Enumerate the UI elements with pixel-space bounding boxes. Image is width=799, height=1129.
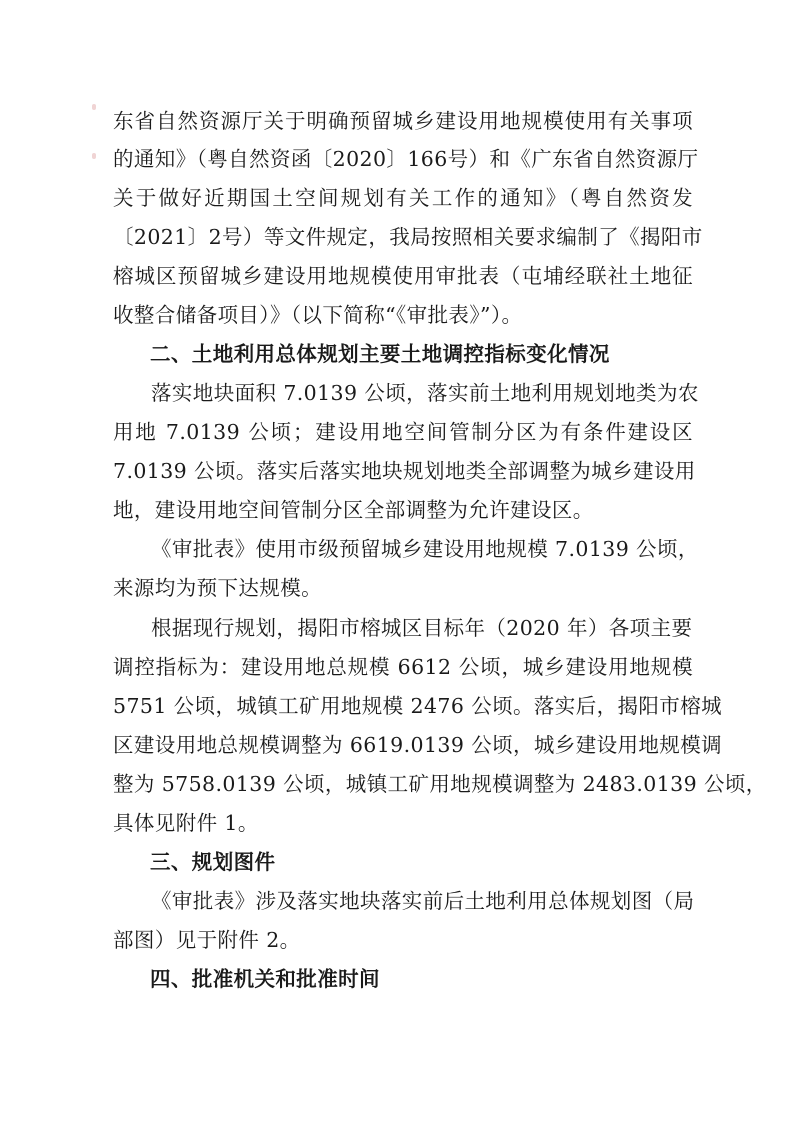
paragraph-line: 5751 公顷，城镇工矿用地规模 2476 公顷。落实后，揭阳市榕城	[113, 694, 722, 718]
paragraph-line: 根据现行规划，揭阳市榕城区目标年（2020 年）各项主要	[151, 616, 693, 640]
paragraph-line: 《审批表》涉及落实地块落实前后土地利用总体规划图（局	[151, 889, 695, 913]
paragraph-line: 关于做好近期国土空间规划有关工作的通知》（粤自然资发	[113, 186, 693, 210]
paragraph-line: 〔2021〕2号）等文件规定，我局按照相关要求编制了《揭阳市	[113, 225, 703, 249]
section-heading-3: 三、规划图件	[150, 850, 276, 874]
paragraph-line: 来源均为预下达规模。	[113, 576, 322, 600]
paragraph-line: 部图）见于附件 2。	[113, 928, 301, 952]
scan-mark	[92, 153, 96, 159]
section-heading-4: 四、批准机关和批准时间	[150, 967, 380, 991]
paragraph-line: 榕城区预留城乡建设用地规模使用审批表（屯埔经联社土地征	[113, 264, 693, 288]
paragraph-line: 《审批表》使用市级预留城乡建设用地规模 7.0139 公顷，	[151, 537, 699, 561]
paragraph-line: 用地 7.0139 公顷；建设用地空间管制分区为有条件建设区	[113, 420, 693, 444]
paragraph-line: 东省自然资源厅关于明确预留城乡建设用地规模使用有关事项	[113, 109, 693, 133]
paragraph-line: 落实地块面积 7.0139 公顷，落实前土地利用规划地类为农	[151, 381, 699, 405]
paragraph-line: 地，建设用地空间管制分区全部调整为允许建设区。	[113, 498, 594, 522]
scan-mark	[92, 104, 96, 110]
paragraph-line: 调控指标为：建设用地总规模 6612 公顷，城乡建设用地规模	[113, 655, 693, 679]
paragraph-line: 具体见附件 1。	[113, 811, 259, 835]
paragraph-line: 整为 5758.0139 公顷，城镇工矿用地规模调整为 2483.0139 公顷，	[113, 772, 767, 796]
paragraph-line: 区建设用地总规模调整为 6619.0139 公顷，城乡建设用地规模调	[113, 733, 722, 757]
paragraph-line: 的通知》（粤自然资函〔2020〕166号）和《广东省自然资源厅	[113, 147, 699, 171]
paragraph-line: 7.0139 公顷。落实后落实地块规划地类全部调整为城乡建设用	[113, 459, 696, 483]
section-heading-2: 二、土地利用总体规划主要土地调控指标变化情况	[150, 342, 610, 366]
paragraph-line: 收整合储备项目）》（以下简称“《审批表》”）。	[113, 303, 523, 327]
